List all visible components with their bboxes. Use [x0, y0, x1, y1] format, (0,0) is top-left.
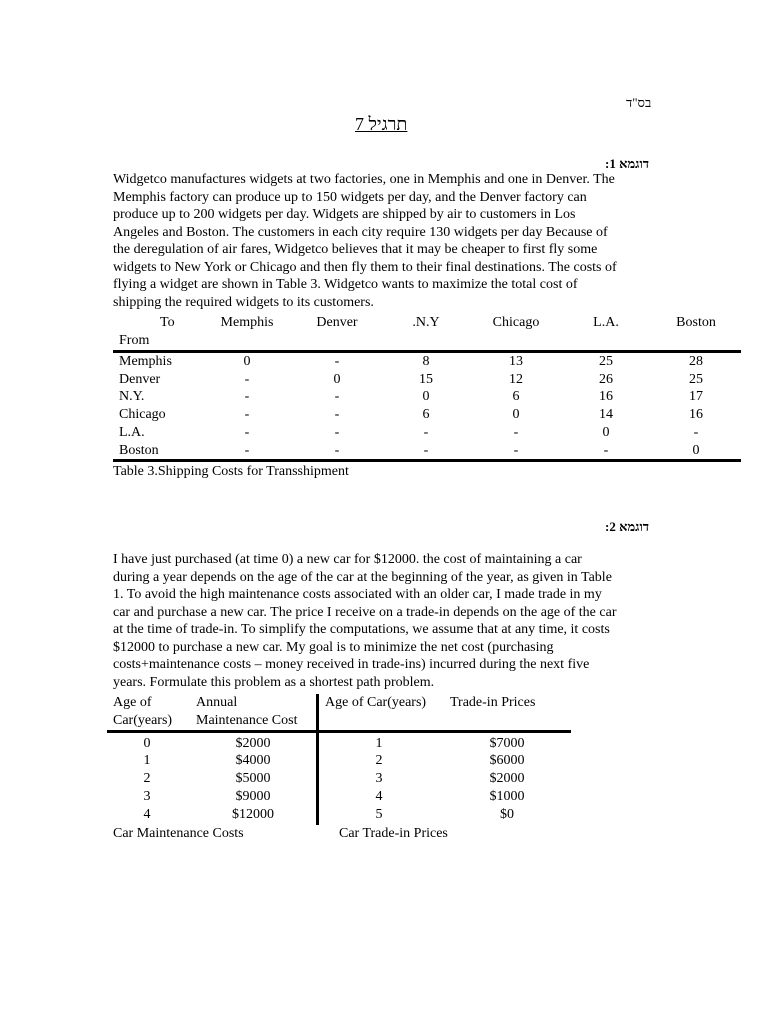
tradein-age: 3 — [375, 771, 383, 786]
page-title: תרגיל 7 — [355, 114, 408, 134]
paragraph-line: Memphis factory can produce up to 150 widgets per day, and the Denver factory can — [113, 189, 587, 205]
row-label: N.Y. — [119, 389, 145, 404]
table-cell: 0 — [333, 372, 341, 387]
table-bottom-rule — [113, 459, 741, 462]
paragraph-line: $12000 to purchase a new car. My goal is to minimize the net cost (purchasing — [113, 639, 554, 655]
maintenance-cost-header: Annual — [196, 695, 238, 710]
maintenance-age: 4 — [143, 807, 151, 822]
table-cell: 25 — [689, 372, 703, 387]
table-cell: 0 — [602, 425, 610, 440]
paragraph-line: during a year depends on the age of the car at the beginning of the year, as given in Table — [113, 569, 612, 585]
maintenance-age: 3 — [143, 789, 151, 804]
table-cell: - — [423, 425, 429, 440]
table-caption: Table 3.Shipping Costs for Transshipment — [113, 464, 349, 479]
car-table-divider — [316, 694, 319, 825]
table-from-label: From — [119, 333, 150, 348]
example2-heading: דוגמא 2: — [605, 519, 650, 534]
paragraph-line: at the time of trade-in. To simplify the computations, we assume that at any time, it costs — [113, 622, 610, 637]
maintenance-cost: $4000 — [235, 753, 271, 768]
table-cell: - — [334, 425, 340, 440]
table-cell: 8 — [422, 354, 430, 369]
table-cell: - — [693, 425, 699, 440]
table-to-label: To — [160, 315, 175, 330]
tradein-age-header: Age of Car(years) — [325, 695, 427, 710]
table-cell: - — [244, 443, 250, 458]
maintenance-age-header: Age of — [113, 695, 152, 710]
tradein-price: $7000 — [489, 736, 525, 751]
tradein-price: $2000 — [489, 771, 525, 786]
tradein-price: $0 — [500, 807, 514, 822]
table-cell: 0 — [422, 389, 430, 404]
table-cell: - — [244, 425, 250, 440]
table-cell: 6 — [422, 407, 430, 422]
bsd-mark: בס"ד — [626, 95, 652, 110]
maintenance-cost: $12000 — [232, 807, 274, 822]
table-cell: - — [334, 389, 340, 404]
paragraph-line: years. Formulate this problem as a shortest path problem. — [113, 674, 435, 690]
table-cell: 6 — [512, 389, 520, 404]
table-cell: 16 — [599, 389, 613, 404]
row-label: L.A. — [119, 425, 145, 440]
table-cell: - — [513, 425, 519, 440]
maintenance-caption: Car Maintenance Costs — [113, 826, 244, 841]
table-cell: - — [334, 443, 340, 458]
paragraph-line: widgets to New York or Chicago and then fly them to their final destinations. The costs of — [113, 259, 617, 275]
tradein-age: 2 — [375, 753, 383, 768]
table-cell: 14 — [599, 407, 613, 422]
maintenance-cost: $5000 — [235, 771, 271, 786]
table-cell: - — [603, 443, 609, 458]
table-cell: 13 — [509, 354, 523, 369]
maintenance-age-header: Car(years) — [113, 713, 173, 728]
maintenance-cost-header: Maintenance Cost — [196, 713, 298, 728]
tradein-price-header: Trade-in Prices — [450, 695, 536, 710]
table-cell: - — [244, 372, 250, 387]
example2-paragraph — [113, 551, 658, 691]
row-label: Boston — [119, 443, 159, 458]
table-col-header: Boston — [676, 315, 716, 330]
tradein-price: $1000 — [489, 789, 525, 804]
table-cell: 25 — [599, 354, 613, 369]
maintenance-cost: $2000 — [235, 736, 271, 751]
table-cell: 15 — [419, 372, 433, 387]
table-col-header: Chicago — [492, 315, 540, 330]
tradein-price: $6000 — [489, 753, 525, 768]
maintenance-cost: $9000 — [235, 789, 271, 804]
tradein-age: 4 — [375, 789, 383, 804]
table-cell: 0 — [512, 407, 520, 422]
table-cell: 0 — [692, 443, 700, 458]
maintenance-age: 1 — [143, 753, 151, 768]
paragraph-line: Angeles and Boston. The customers in each city require 130 widgets per day Because of — [113, 224, 608, 240]
table-cell: 12 — [509, 372, 523, 387]
table-cell: 0 — [243, 354, 251, 369]
table-cell: 17 — [689, 389, 703, 404]
example1-heading: דוגמא 1: — [605, 156, 650, 171]
table-cell: - — [334, 354, 340, 369]
table-cell: - — [513, 443, 519, 458]
table-cell: 26 — [599, 372, 613, 387]
table-cell: 16 — [689, 407, 703, 422]
paragraph-line: car and purchase a new car. The price I receive on a trade-in depends on the age of the car — [113, 604, 617, 620]
row-label: Denver — [119, 372, 161, 387]
paragraph-line: I have just purchased (at time 0) a new car for $12000. the cost of maintaining a car — [113, 552, 582, 567]
example1-paragraph — [113, 171, 658, 311]
table-cell: - — [244, 407, 250, 422]
car-table-rule — [107, 730, 571, 733]
paragraph-line: Widgetco manufactures widgets at two factories, one in Memphis and one in Denver. The — [113, 172, 615, 187]
table-col-header: .N.Y — [412, 315, 440, 330]
row-label: Chicago — [119, 407, 166, 422]
paragraph-line: the deregulation of air fares, Widgetco believes that it may be cheaper to first fly some — [113, 242, 598, 257]
table-col-header: Memphis — [220, 315, 274, 330]
row-label: Memphis — [119, 354, 172, 369]
paragraph-line: produce up to 200 widgets per day. Widgets are shipped by air to customers in Los — [113, 207, 576, 222]
tradein-age: 1 — [375, 736, 383, 751]
table-cell: - — [244, 389, 250, 404]
table-cell: - — [423, 443, 429, 458]
paragraph-line: 1. To avoid the high maintenance costs associated with an older car, I made trade in my — [113, 587, 602, 602]
tradein-age: 5 — [375, 807, 383, 822]
maintenance-age: 0 — [143, 736, 151, 751]
table-col-header: L.A. — [593, 315, 619, 330]
table-cell: - — [334, 407, 340, 422]
table-cell: 28 — [689, 354, 703, 369]
tradein-caption: Car Trade-in Prices — [339, 826, 448, 841]
table-col-header: Denver — [316, 315, 358, 330]
paragraph-line: flying a widget are shown in Table 3. Widgetco wants to maximize the total cost of — [113, 277, 578, 292]
paragraph-line: shipping the required widgets to its customers. — [113, 294, 374, 310]
paragraph-line: costs+maintenance costs – money received in trade-ins) incurred during the next five — [113, 657, 590, 672]
maintenance-age: 2 — [143, 771, 151, 786]
